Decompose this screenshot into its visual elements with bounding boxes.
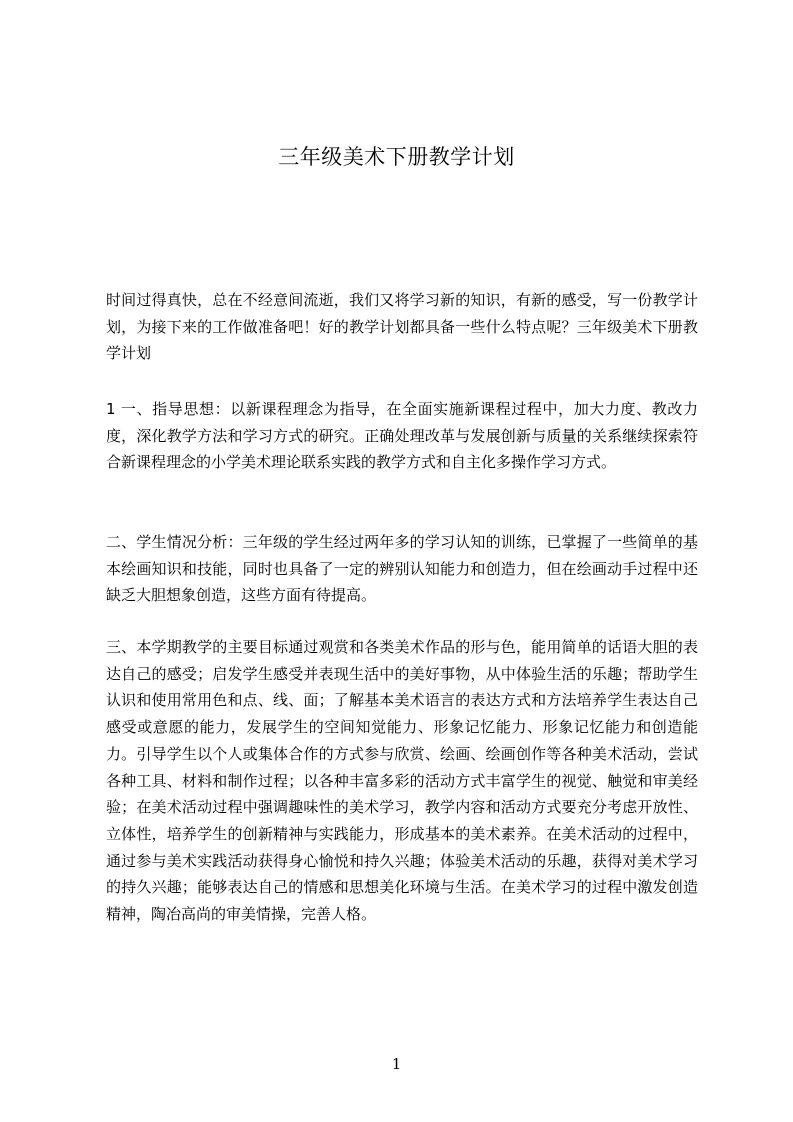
guiding-ideology-paragraph: 1 一、指导思想：以新课程理念为指导，在全面实施新课程过程中，加大力度、教改力度，深化教学方法和学习方式的研究。正确处理改革与发展创新与质量的关系继续探索符合新课程理念的小学美术理论联系实践的教学方式和自主化多操作学习方式。 <box>106 400 698 472</box>
page-number: 1 <box>391 1055 402 1073</box>
page-title: 三年级美术下册教学计划 <box>278 145 515 169</box>
student-analysis-paragraph: 二、学生情况分析：三年级的学生经过两年多的学习认知的训练，已掌握了一些简单的基本绘画知识和技能，同时也具备了一定的辨别认知能力和创造力，但在绘画动手过程中还缺乏大胆想象创造，这些方面有待提高。 <box>106 533 698 605</box>
teaching-goals-paragraph: 三、本学期教学的主要目标通过观赏和各类美术作品的形与色，能用简单的话语大胆的表达自己的感受；启发学生感受并表现生活中的美好事物，从中体验生活的乐趣；帮助学生认识和使用常用色和点、线、面；了解基本美术语言的表达方式和方法培养学生表达自己感受或意愿的能力，发展学生的空间知觉能力、形象记忆能力、形象记忆能力和创造能力。引导学生以个人或集体合作的方式参与欣赏、绘画、绘画创作等各种美术活动，尝试各种工具、材料和制作过程；以各种丰富多彩的活动方式丰富学生的视觉、触觉和审美经验；在美术活动过程中强调趣味性的美术学习，教学内容和活动方式要充分考虑开放性、立体性，培养学生的创新精神与实践能力，形成基本的美术素养。在美术活动的过程中，通过参与美术实践活动获得身心愉悦和持久兴趣；体验美术活动的乐趣，获得对美术学习的持久兴趣；能够表达自己的情感和思想美化环境与生活。在美术学习的过程中激发创造精神，陶冶高尚的审美情操，完善人格。 <box>106 638 698 924</box>
intro-paragraph: 时间过得真快，总在不经意间流逝，我们又将学习新的知识，有新的感受，写一份教学计划，为接下来的工作做准备吧！好的教学计划都具备一些什么特点呢？三年级美术下册教学计划 <box>106 291 698 363</box>
